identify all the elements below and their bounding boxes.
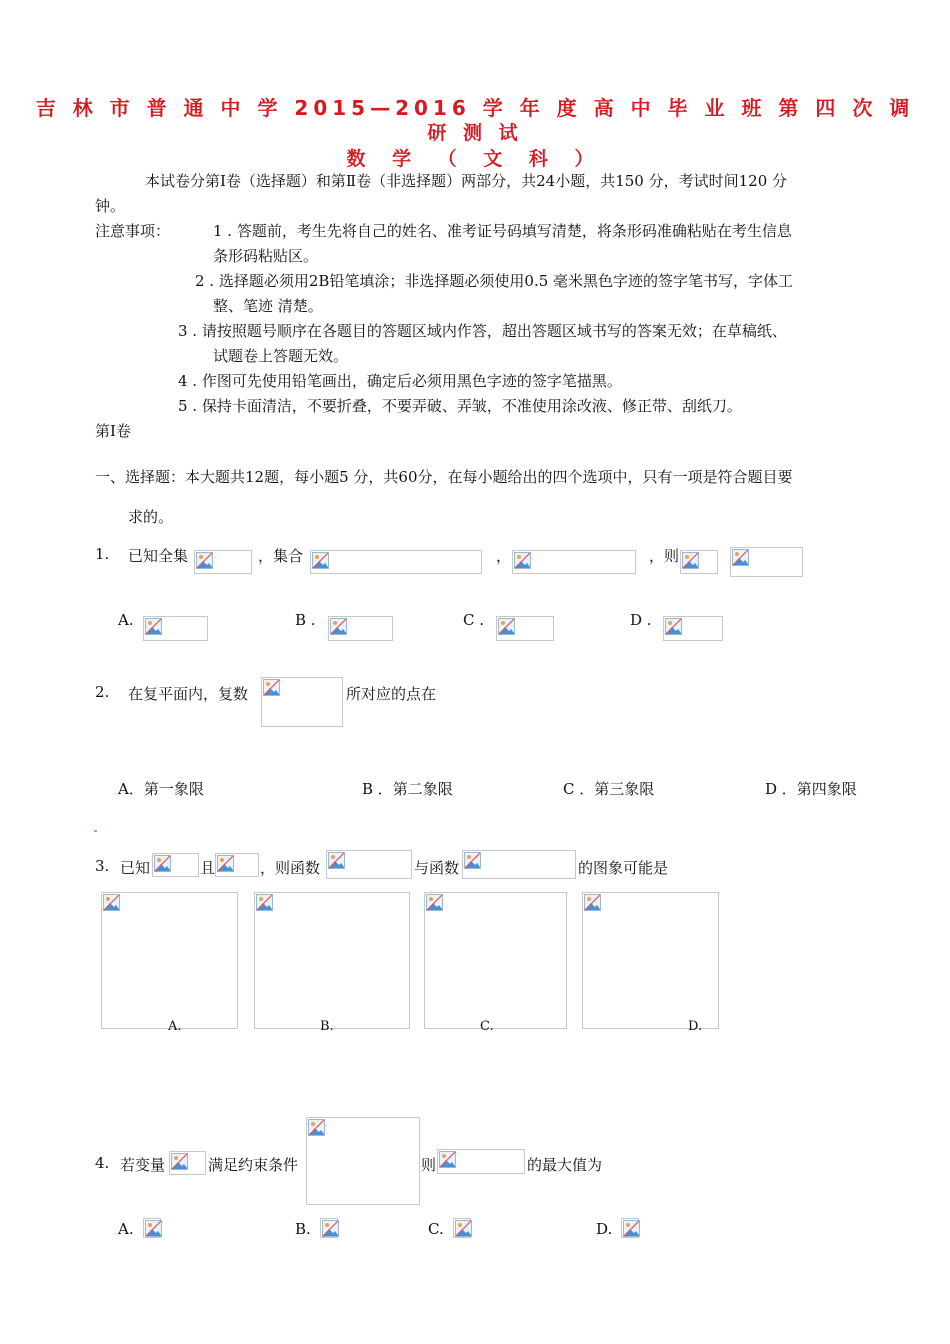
q4-constraints-image <box>306 1117 420 1205</box>
q3-text-given: 已知 <box>120 859 151 877</box>
q3-text-and-function: 与函数 <box>414 859 460 877</box>
q4-option-c-label: C. <box>428 1220 444 1238</box>
q3-option-d-label: D. <box>688 1019 703 1034</box>
broken-image-icon <box>732 549 749 566</box>
q1-text-then: ，则 <box>649 547 680 565</box>
q4-option-a-label: A. <box>118 1220 134 1238</box>
notice-item4: 4 . 作图可先使用铅笔画出，确定后必须用黑色字迹的签字笔描黑。 <box>178 372 622 390</box>
intro-line2: 钟。 <box>95 197 126 215</box>
q1-formula-image <box>310 550 482 574</box>
q1-number: 1. <box>95 545 110 563</box>
subject-title: 数 学 （ 文 科 ） <box>346 148 604 170</box>
q3-graph-c-image <box>424 892 567 1029</box>
q1-option-c-image <box>496 616 554 641</box>
intro-line1: 本试卷分第Ⅰ卷（选择题）和第Ⅱ卷（非选择题）两部分，共24小题，共150 分，考试时间120 分 <box>145 172 788 190</box>
q1-text-set: ，集合 <box>258 547 304 565</box>
q3-number: 3. <box>95 857 110 875</box>
q3-option-c-label: C. <box>480 1019 494 1034</box>
q1-option-d-image <box>663 616 723 641</box>
q3-graph-b-image <box>254 892 410 1029</box>
broken-image-icon <box>330 618 347 635</box>
q3-option-b-label: B. <box>320 1019 334 1034</box>
notice-item3-line1: 3 . 请按照题号顺序在各题目的答题区域内作答，超出答题区域书写的答案无效；在草稿纸、 <box>178 322 787 340</box>
broken-image-icon <box>426 894 443 911</box>
q1-option-c-label: C . <box>463 611 485 629</box>
volume-heading: 第Ⅰ卷 <box>95 422 131 440</box>
q2-number: 2. <box>95 683 110 701</box>
q4-number: 4. <box>95 1154 110 1172</box>
q4-text-constraints: 满足约束条件 <box>208 1156 299 1174</box>
q2-text-complex-number: 在复平面内，复数 <box>128 685 249 703</box>
q1-formula-image <box>680 550 718 574</box>
q4-text-then: 则 <box>421 1156 437 1174</box>
q3-graph-a-image <box>101 892 238 1029</box>
broken-image-icon <box>145 1220 162 1237</box>
broken-image-icon <box>103 894 120 911</box>
broken-image-icon <box>682 552 699 569</box>
broken-image-icon <box>263 679 280 696</box>
q4-option-b-label: B. <box>295 1220 311 1238</box>
broken-image-icon <box>328 852 345 869</box>
notice-item1-line2: 条形码粘贴区。 <box>213 247 319 265</box>
broken-image-icon <box>665 618 682 635</box>
q3-formula-image <box>152 853 199 877</box>
q4-option-d-image <box>621 1218 639 1238</box>
broken-image-icon <box>308 1119 325 1136</box>
q4-option-d-label: D. <box>596 1220 613 1238</box>
broken-image-icon <box>154 855 171 872</box>
q3-formula-image <box>326 850 412 879</box>
q1-option-a-image <box>143 616 208 641</box>
stray-mark <box>94 830 97 832</box>
q2-option-a: A．第一象限 <box>118 780 204 798</box>
notice-item2-line2: 整、笔迹 清楚。 <box>213 297 323 315</box>
broken-image-icon <box>145 618 162 635</box>
broken-image-icon <box>584 894 601 911</box>
q1-formula-image <box>730 547 803 577</box>
broken-image-icon <box>514 552 531 569</box>
q2-option-b: B ．第二象限 <box>362 780 453 798</box>
q2-option-d: D ．第四象限 <box>765 780 857 798</box>
q3-text-graphs: 的图象可能是 <box>578 859 669 877</box>
q2-option-c: C ．第三象限 <box>563 780 655 798</box>
broken-image-icon <box>256 894 273 911</box>
broken-image-icon <box>196 552 213 569</box>
notices-label: 注意事项： <box>95 222 171 240</box>
broken-image-icon <box>322 1220 339 1237</box>
notice-item5: 5 . 保持卡面清洁，不要折叠，不要弄破、弄皱，不准使用涂改液、修正带、刮纸刀。 <box>178 397 742 415</box>
q3-formula-image <box>215 853 259 877</box>
q3-formula-image <box>462 850 576 879</box>
q1-text-universal-set: 已知全集 <box>128 547 189 565</box>
broken-image-icon <box>171 1153 188 1170</box>
q1-option-a-label: A. <box>118 611 134 629</box>
broken-image-icon <box>498 618 515 635</box>
q4-formula-image <box>169 1151 206 1175</box>
q1-formula-image <box>194 550 252 574</box>
q4-formula-image <box>437 1149 525 1174</box>
q4-option-a-image <box>143 1218 161 1238</box>
broken-image-icon <box>439 1151 456 1168</box>
exam-title-line2: 研 测 试 <box>427 122 523 144</box>
q1-option-d-label: D . <box>630 611 652 629</box>
notice-item3-line2: 试题卷上答题无效。 <box>213 347 349 365</box>
broken-image-icon <box>312 552 329 569</box>
broken-image-icon <box>217 855 234 872</box>
q4-text-variables: 若变量 <box>120 1156 166 1174</box>
q4-option-b-image <box>320 1218 338 1238</box>
broken-image-icon <box>455 1220 472 1237</box>
q1-option-b-label: B . <box>295 611 316 629</box>
q3-graph-d-image <box>582 892 719 1029</box>
q2-formula-image <box>261 677 343 727</box>
q3-text-and: 且 <box>200 859 216 877</box>
exam-title-line1: 吉 林 市 普 通 中 学 2015—2016 学 年 度 高 中 毕 业 班 第 四 次 调 <box>35 96 915 120</box>
q1-formula-image <box>512 550 636 574</box>
section-instructions-line2: 求的。 <box>128 508 174 526</box>
notice-item2-line1: 2 . 选择题必须用2B铅笔填涂；非选择题必须使用0.5 毫米黑色字迹的签字笔书写，字体工 <box>195 272 794 290</box>
q4-option-c-image <box>453 1218 471 1238</box>
q4-text-maximum: 的最大值为 <box>527 1156 603 1174</box>
notice-item1-line1: 1 . 答题前，考生先将自己的姓名、准考证号码填写清楚，将条形码准确粘贴在考生信息 <box>213 222 792 240</box>
q2-text-corresponding-point: 所对应的点在 <box>346 685 437 703</box>
q1-option-b-image <box>328 616 393 641</box>
section-instructions-line1: 一、选择题：本大题共12题，每小题5 分，共60分，在每小题给出的四个选项中，只有一项是符合题目要 <box>95 468 793 486</box>
broken-image-icon <box>464 852 481 869</box>
broken-image-icon <box>623 1220 640 1237</box>
q1-text-comma: ， <box>496 547 512 565</box>
q3-option-a-label: A. <box>168 1019 182 1034</box>
q3-text-function: ，则函数 <box>260 859 321 877</box>
